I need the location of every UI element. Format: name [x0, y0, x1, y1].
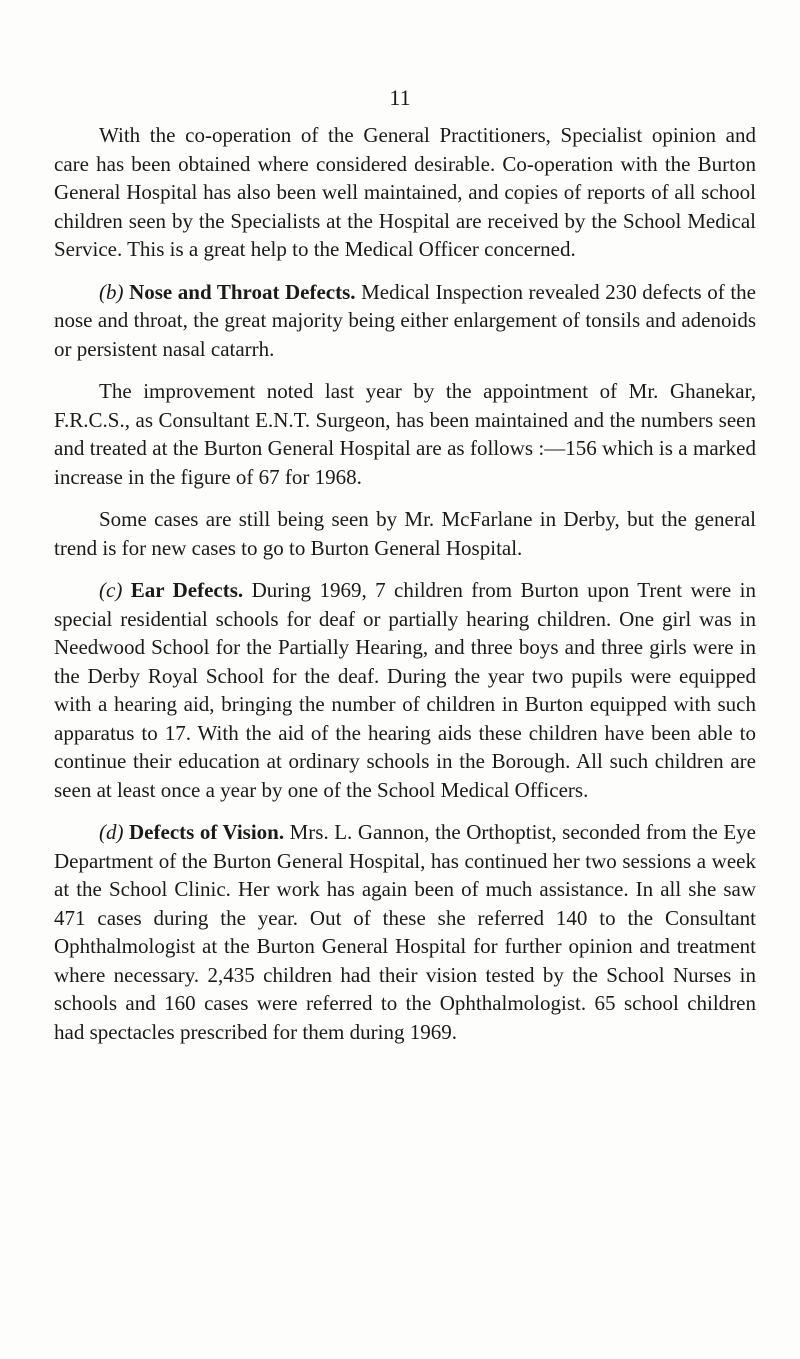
section-heading: Nose and Throat Defects. [129, 279, 356, 304]
paragraph-text: Medical Inspection revealed 230 defects of the nose and throat, the great majority being either enlargement of tonsils and adenoids or persistent nasal catarrh. [54, 279, 756, 361]
paragraph-text: The improvement noted last year by the appointment of Mr. Ghanekar, F.R.C.S., as Consultant E.N.T. Surgeon, has been maintained and the numbers seen and treated at the Burton General Hospital are as follows :—156 which is a marked increase in the figure of 67 for 1968. [54, 379, 756, 489]
page-number: 11 [389, 85, 411, 110]
paragraph-ent-improvement [54, 377, 756, 491]
section-marker: (c) [99, 578, 123, 602]
section-marker: (d) [99, 820, 124, 844]
section-heading: Defects of Vision. [129, 820, 285, 844]
paragraph-text: Some cases are still being seen by Mr. McFarlane in Derby, but the general trend is for new cases to go to Burton General Hospital. [54, 507, 756, 560]
section-heading: Ear Defects. [130, 578, 244, 602]
paragraph-vision-defects [54, 818, 756, 1046]
paragraph-nose-throat-defects [54, 278, 756, 364]
paragraph-ear-defects [54, 576, 756, 804]
paragraph-text: During 1969, 7 children from Burton upon Trent were in special residential schools for deaf or partially hearing children. One girl was in Needwood School for the Partially Hearing, and three boys and three girls were in the Derby Royal School for the deaf. During the year two pupils were equipped with a hearing aid, bringing the number of children in Burton equipped with such apparatus to 17. With the aid of the hearing aids these children have been able to continue their education at ordinary schools in the Borough. All such children are seen at least once a year by one of the School Medical Officers. [54, 578, 756, 802]
paragraph-text: Mrs. L. Gannon, the Orthoptist, seconded from the Eye Department of the Burton General Hospital, has continued her two sessions a week at the School Clinic. Her work has again been of much assistance. In all she saw 471 cases during the year. Out of these she referred 140 to the Consultant Ophthalmologist at the Burton General Hospital for further opinion and treatment where necessary. 2,435 children had their vision tested by the School Nurses in schools and 160 cases were referred to the Ophthalmologist. 65 school children had spectacles prescribed for them during 1969. [54, 820, 756, 1044]
document-body [54, 121, 756, 1046]
paragraph-specialist-cooperation [54, 121, 756, 264]
section-marker: (b) [99, 279, 124, 304]
paragraph-derby-cases [54, 505, 756, 562]
paragraph-text: With the co-operation of the General Practitioners, Specialist opinion and care has been obtained where considered desirable. Co-operation with the Burton General Hospital has also been well maintained, and copies of reports of all school children seen by the Specialists at the Hospital are received by the School Medical Service. This is a great help to the Medical Officer concerned. [54, 123, 756, 261]
